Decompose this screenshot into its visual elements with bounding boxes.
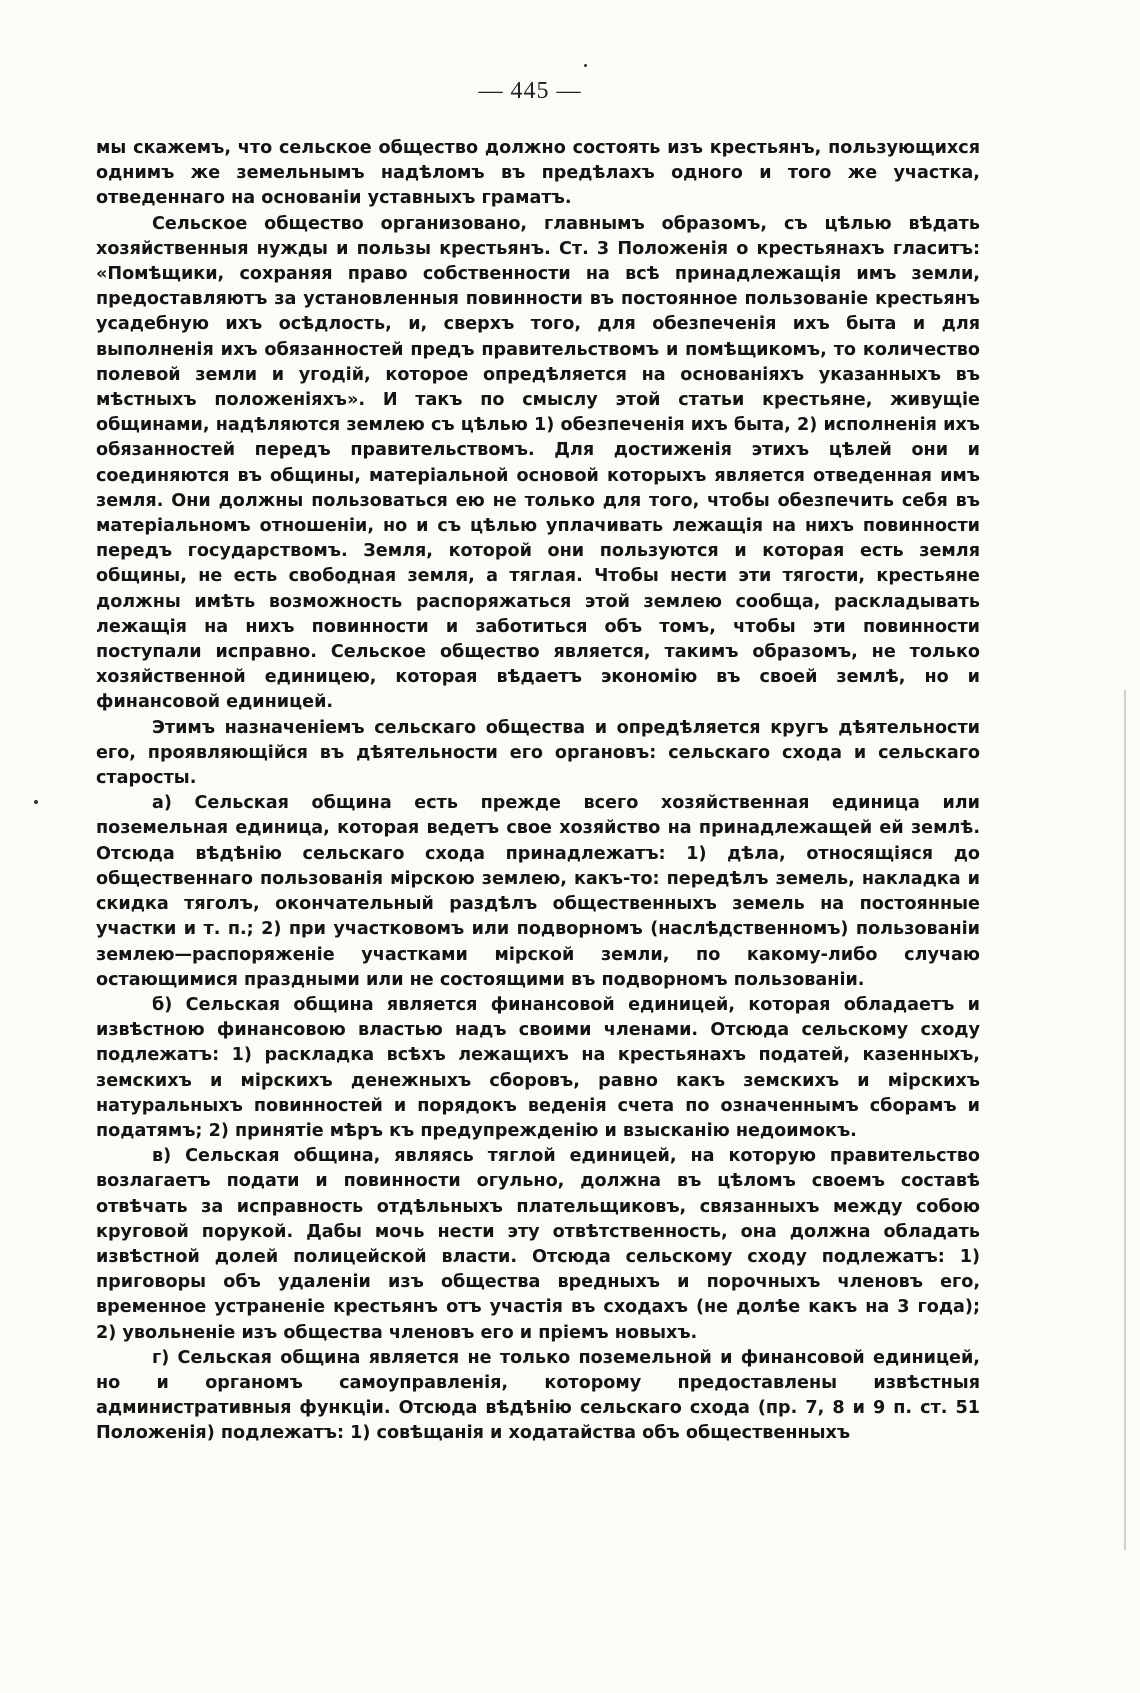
body-text <box>96 136 980 1447</box>
scan-edge-line <box>1124 690 1126 1550</box>
paragraph-organization: Сельское общество организовано, главнымъ образомъ, съ цѣлью вѣдать хозяйственныя нужды и пользы крестьянъ. Ст. 3 Положенія о крестьянахъ гласитъ: «Помѣщики, сохраняя право собственности на всѣ принадлежащія имъ земли, предоставляютъ за установленныя повинности въ постоянное пользованіе крестьянъ усадебную ихъ осѣдлость, и, сверхъ того, для обезпеченія ихъ быта и для выполненія ихъ обязанностей предъ правительствомъ и помѣщикомъ, то количество полевой земли и угодій, которое опредѣляется на основаніяхъ указанныхъ въ мѣстныхъ положеніяхъ». И такъ по смыслу этой статьи крестьяне, живущіе общинами, надѣляются землею съ цѣлью 1) обезпеченія ихъ быта, 2) исполненія ихъ обязанностей передъ правительствомъ. Для достиженія этихъ цѣлей они и соединяются въ общины, матеріальной основой которыхъ является отведенная имъ земля. Они должны пользоваться ею не только для того, чтобы обезпечить себя въ матеріальномъ отношеніи, но и съ цѣлью уплачивать лежащія на нихъ повинности передъ государствомъ. Земля, которой они пользуются и которая есть земля общины, не есть свободная земля, а тяглая. Чтобы нести эти тягости, крестьяне должны имѣть возможность распоряжаться этой землею сообща, раскладывать лежащія на нихъ повинности и заботиться объ томъ, чтобы эти повинности поступали исправно. Сельское общество является, такимъ образомъ, не только хозяйственной единицею, которая вѣдаетъ экономію въ своей землѣ, но и финансовой единицей. <box>96 213 980 713</box>
paragraph-b: б) Сельская община является финансовой единицей, которая обладаетъ и извѣстною финансовою властью надъ своими членами. Отсюда сельскому сходу подлежатъ: 1) раскладка всѣхъ лежащихъ на крестьянахъ податей, казенныхъ, земскихъ и мірскихъ денежныхъ сборовъ, равно какъ земскихъ и мірскихъ натуральныхъ повинностей и порядокъ веденія счета по означеннымъ сборамъ и податямъ; 2) принятіе мѣръ къ предупрежденію и взысканію недоимокъ. <box>96 994 980 1141</box>
paragraph-intro: мы скажемъ, что сельское общество должно состоять изъ крестьянъ, пользующихся однимъ же земельнымъ надѣломъ въ предѣлахъ одного и того же участка, отведеннаго на основаніи уставныхъ граматъ. <box>96 138 980 209</box>
scan-speck <box>34 800 38 804</box>
scan-speck <box>584 64 587 67</box>
paragraph-purpose: Этимъ назначеніемъ сельскаго общества и опредѣляется кругъ дѣятельности его, проявляющійся въ дѣятельности его органовъ: сельскаго схода и сельскаго старосты. <box>96 717 980 789</box>
paragraph-v: в) Сельская община, являясь тяглой единицей, на которую правительство возлагаетъ подати и повинности огульно, должна въ цѣломъ своемъ составѣ отвѣчать за исправность отдѣльныхъ плательщиковъ, связанныхъ между собою круговой порукой. Дабы мочь нести эту отвѣтственность, она должна обладать извѣстной долей полицейской власти. Отсюда сельскому сходу подлежатъ: 1) приговоры объ удаленіи изъ общества вредныхъ и порочныхъ членовъ его, временное устраненіе крестьянъ отъ участія въ сходахъ (не долѣе какъ на 3 года); 2) увольненіе изъ общества членовъ его и пріемъ новыхъ. <box>96 1146 980 1343</box>
paragraph-g: г) Сельская община является не только поземельной и финансовой единицей, но и органомъ самоуправленія, которому предоставлены извѣстныя административныя функціи. Отсюда вѣдѣнію сельскаго схода (пр. 7, 8 и 9 п. ст. 51 Положенія) подлежатъ: 1) совѣщанія и ходатайства объ общественныхъ <box>96 1347 980 1444</box>
paragraph-a: а) Сельская община есть прежде всего хозяйственная единица или поземельная единица, которая ведетъ свое хозяйство на принадлежащей ей землѣ. Отсюда вѣдѣнію сельскаго схода принадлежатъ: 1) дѣла, относящіяся до общественнаго пользованія мірскою землею, какъ-то: передѣлъ земель, накладка и скидка тяголъ, окончательный раздѣлъ общественныхъ земель на постоянные участки и т. п.; 2) при участковомъ или подворномъ (наслѣдственномъ) пользованіи землею—распоряженіе участками мірской земли, по какому-либо случаю остающимися праздными или не состоящими въ подворномъ пользованіи. <box>96 793 980 990</box>
page-number: — 445 — <box>478 78 582 104</box>
